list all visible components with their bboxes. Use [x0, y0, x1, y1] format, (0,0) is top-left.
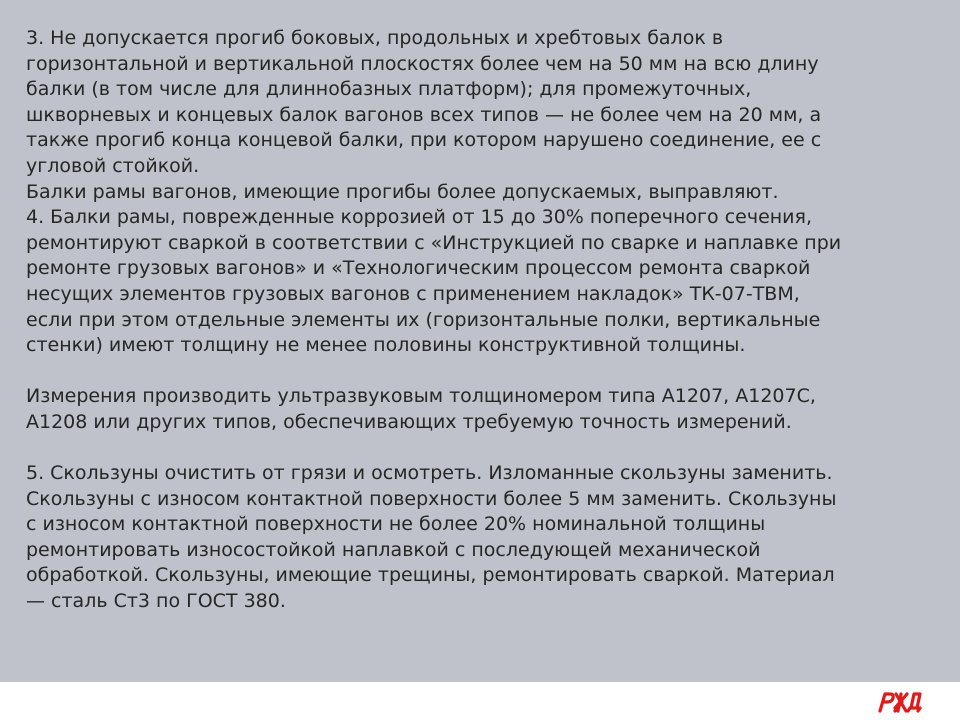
- text-line: с износом контактной поверхности не более 20% номинальной толщины: [26, 513, 766, 536]
- text-line: несущих элементов грузовых вагонов с применением накладок» ТК-07-ТВМ,: [26, 282, 800, 305]
- text-line: обработкой. Скользуны, имеющие трещины, ремонтировать сваркой. Материал: [26, 564, 835, 587]
- text-line: ремонтировать износостойкой наплавкой с последующей механической: [26, 538, 761, 561]
- text-line: балки (в том числе для длиннобазных платформ); для промежуточных,: [26, 78, 752, 101]
- text-line: 4. Балки рамы, поврежденные коррозией от 15 до 30% поперечного сечения,: [26, 206, 812, 229]
- text-line: А1208 или других типов, обеспечивающих требуемую точность измерений.: [26, 410, 792, 433]
- text-line: Скользуны с износом контактной поверхности более 5 мм заменить. Скользуны: [26, 487, 837, 510]
- paragraph-spacer: [26, 359, 946, 385]
- text-line: если при этом отдельные элементы их (горизонтальные полки, вертикальные: [26, 308, 821, 331]
- paragraph-spacer: [26, 436, 946, 462]
- text-line: Измерения производить ультразвуковым толщиномером типа А1207, А1207С,: [26, 385, 816, 408]
- text-line: Балки рамы вагонов, имеющие прогибы более допускаемых, выправляют.: [26, 180, 779, 203]
- text-line: 5. Скользуны очистить от грязи и осмотреть. Изломанные скользуны заменить.: [26, 462, 833, 485]
- rzd-logo-icon: [876, 688, 924, 714]
- text-line: горизонтальной и вертикальной плоскостях более чем на 50 мм на всю длину: [26, 52, 819, 75]
- text-line: стенки) имеют толщину не менее половины конструктивной толщины.: [26, 334, 746, 357]
- text-line: — сталь Ст3 по ГОСТ 380.: [26, 590, 286, 613]
- text-line: ремонтируют сваркой в соответствии с «Инструкцией по сварке и наплавке при: [26, 231, 842, 254]
- text-line: угловой стойкой.: [26, 154, 200, 177]
- slide-body-text: [26, 26, 946, 615]
- text-line: также прогиб конца концевой балки, при котором нарушено соединение, ее с: [26, 129, 822, 152]
- text-line: шкворневых и концевых балок вагонов всех типов — не более чем на 20 мм, а: [26, 103, 822, 126]
- text-line: 3. Не допускается прогиб боковых, продольных и хребтовых балок в: [26, 27, 724, 49]
- slide-footer: [0, 682, 960, 720]
- text-line: ремонте грузовых вагонов» и «Технологическим процессом ремонта сваркой: [26, 257, 811, 280]
